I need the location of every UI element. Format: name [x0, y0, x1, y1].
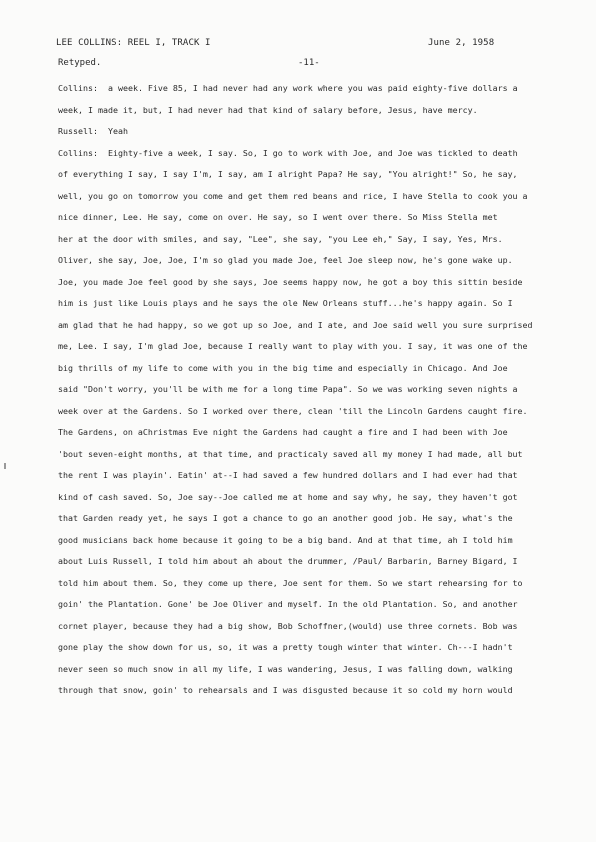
- transcript-line: [58, 100, 590, 122]
- transcript-line: [58, 358, 590, 380]
- retyped-note: Retyped.: [58, 58, 102, 68]
- transcript-line: [58, 121, 590, 143]
- transcript-line: [58, 186, 590, 208]
- transcript-line: [58, 250, 590, 272]
- line-text: him is just like Louis plays and he says the ole New Orleans stuff...he's happy again. So I: [58, 298, 513, 308]
- line-text: 'bout seven-eight months, at that time, and practicaly saved all my money I had made, all but: [58, 448, 523, 459]
- transcript-line: [58, 207, 590, 229]
- transcript-line: [58, 422, 590, 444]
- transcript-line: [58, 78, 590, 100]
- line-text: through that snow, goin' to rehearsals and I was disgusted because it so cold my horn would: [58, 685, 513, 695]
- line-text: Yeah: [107, 126, 128, 136]
- line-text: cornet player, because they had a big show, Bob Schoffner,(would) use three cornets. Bob was: [58, 620, 518, 631]
- transcript-line: [58, 401, 590, 423]
- line-text: a week. Five 85, I had never had any work where you was paid eighty-five dollars a: [107, 83, 518, 93]
- line-text: big thrills of my life to come with you in the big time and especially in Chicago. And Joe: [58, 362, 508, 373]
- line-text: said "Don't worry, you'll be with me for a long time Papa". So we was working seven nights a: [58, 384, 518, 394]
- line-text: well, you go on tomorrow you come and get them red beans and rice, I have Stella to cook you a: [58, 190, 528, 201]
- transcript-line: [58, 637, 590, 659]
- speaker-label: Russell:: [58, 126, 98, 136]
- transcript-line: [58, 659, 590, 681]
- line-text: never seen so much snow in all my life, I was wandering, Jesus, I was falling down, walking: [58, 663, 513, 674]
- line-text: gone play the show down for us, so, it was a pretty tough winter that winter. Ch---I hadn't: [58, 642, 513, 652]
- transcript-line: [58, 573, 590, 595]
- transcript-line: [58, 680, 590, 702]
- transcript-body: [58, 78, 590, 702]
- line-text: am glad that he had happy, so we got up so Joe, and I ate, and Joe said well you sure surprised: [58, 319, 533, 330]
- transcript-line: [58, 551, 590, 573]
- line-text: week, I made it, but, I had never had that kind of salary before, Jesus, have mercy.: [58, 104, 478, 115]
- line-text: me, Lee. I say, I'm glad Joe, because I really want to play with you. I say, it was one of the: [58, 341, 528, 351]
- transcript-line: [58, 508, 590, 530]
- page-number: -11-: [298, 58, 320, 68]
- line-text: Joe, you made Joe feel good by she says, Joe seems happy now, he got a boy this sittin beside: [58, 276, 523, 287]
- line-text: goin' the Plantation. Gone' be Joe Oliver and myself. In the old Plantation. So, and another: [58, 599, 518, 609]
- date-header: June 2, 1958: [428, 38, 495, 48]
- line-text: told him about them. So, they come up there, Joe sent for them. So we start rehearsing for to: [58, 577, 523, 588]
- line-text: Oliver, she say, Joe, Joe, I'm so glad you made Joe, feel Joe sleep now, he's gone wake up.: [58, 255, 513, 265]
- transcript-line: [58, 465, 590, 487]
- transcript-line: [58, 293, 590, 315]
- transcript-line: [58, 616, 590, 638]
- line-text: good musicians back home because it going to be a big band. And at that time, ah I told him: [58, 534, 513, 545]
- transcript-line: [58, 229, 590, 251]
- reel-track-header: LEE COLLINS: REEL I, TRACK I: [56, 38, 211, 48]
- transcript-line: [58, 336, 590, 358]
- speaker-label: Collins:: [58, 83, 98, 93]
- transcript-line: [58, 164, 590, 186]
- transcript-line: [58, 444, 590, 466]
- line-text: of everything I say, I say I'm, I say, am I alright Papa? He say, "You alright!" So, he say,: [58, 169, 518, 179]
- line-text: about Luis Russell, I told him about ah about the drummer, /Paul/ Barbarin, Barney Bigard, I: [58, 556, 518, 566]
- line-text: week over at the Gardens. So I worked over there, clean 'till the Lincoln Gardens caught fire.: [58, 405, 528, 416]
- line-text: Eighty-five a week, I say. So, I go to work with Joe, and Joe was tickled to death: [107, 147, 518, 158]
- line-text: kind of cash saved. So, Joe say--Joe called me at home and say why, he say, they haven't got: [58, 491, 518, 502]
- transcript-line: [58, 143, 590, 165]
- transcript-line: [58, 594, 590, 616]
- line-text: The Gardens, on aChristmas Eve night the Gardens had caught a fire and I had been with Joe: [58, 427, 508, 437]
- transcript-line: [58, 487, 590, 509]
- transcript-line: [58, 379, 590, 401]
- transcript-line: [58, 530, 590, 552]
- transcript-line: [58, 272, 590, 294]
- line-text: nice dinner, Lee. He say, come on over. He say, so I went over there. So Miss Stella met: [58, 212, 498, 222]
- line-text: that Garden ready yet, he says I got a chance to go an another good job. He say, what's the: [58, 513, 513, 523]
- line-text: the rent I was playin'. Eatin' at--I had saved a few hundred dollars and I had ever had that: [58, 470, 518, 480]
- margin-mark: [4, 463, 6, 469]
- line-text: her at the door with smiles, and say, "Lee", she say, "you Lee eh," Say, I say, Yes, Mrs.: [58, 233, 503, 244]
- speaker-label: Collins:: [58, 147, 98, 158]
- transcript-line: [58, 315, 590, 337]
